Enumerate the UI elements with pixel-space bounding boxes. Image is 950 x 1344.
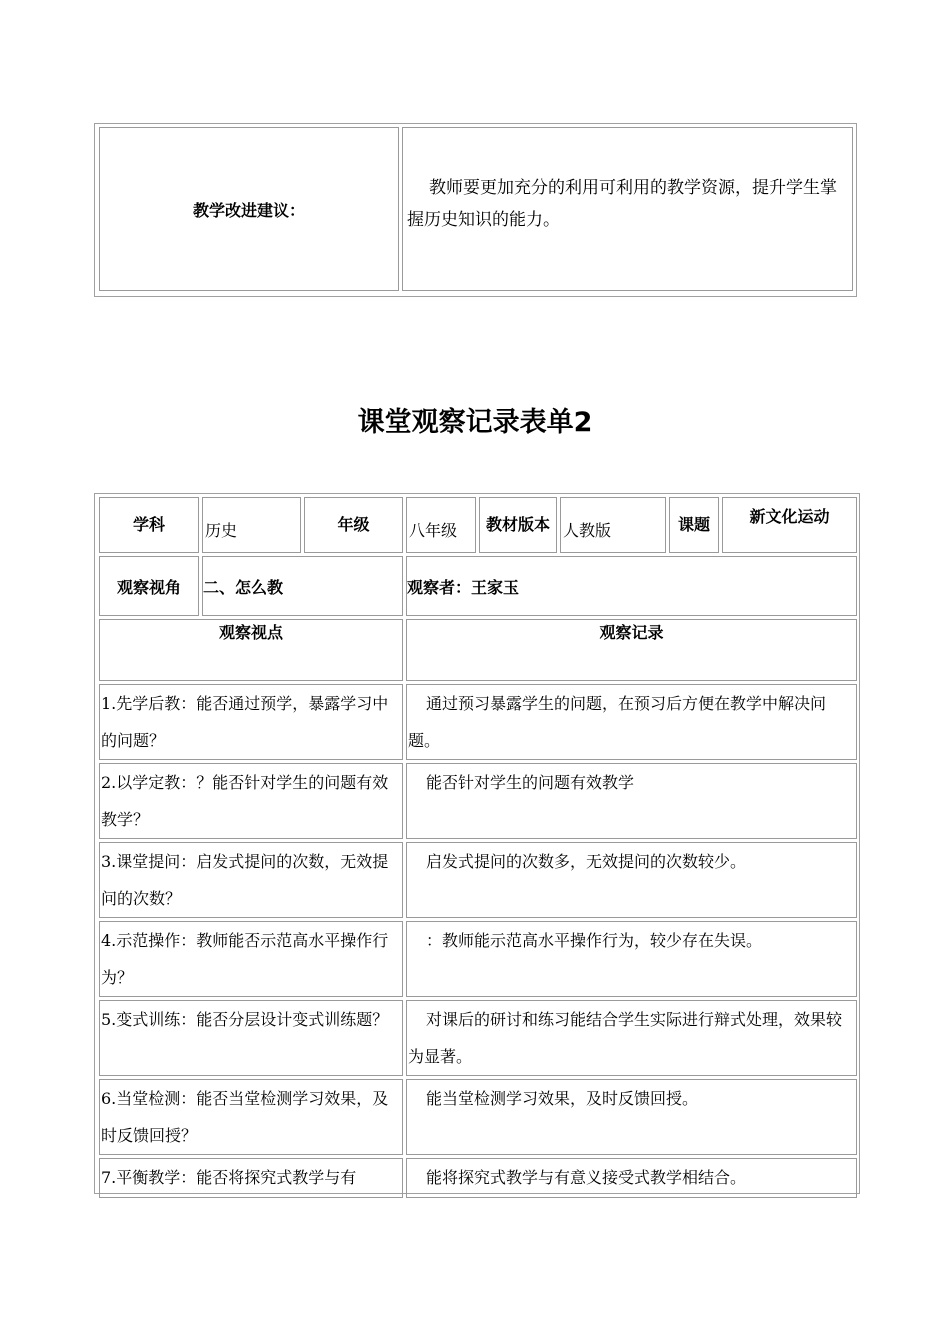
row-question: 4.示范操作：教师能否示范高水平操作行为？ [99,921,403,997]
row-question: 2.以学定教：？能否针对学生的问题有效教学？ [99,763,403,839]
row-question: 3.课堂提问：启发式提问的次数，无效提问的次数？ [99,842,403,918]
grade-value: 八年级 [406,497,476,553]
row-question: 7.平衡教学：能否将探究式教学与有 [99,1158,403,1198]
table-row [99,684,857,760]
improvement-table [96,124,856,294]
table-row [99,1079,857,1155]
row-answer: 能否针对学生的问题有效教学 [406,763,857,839]
table-row [99,921,857,997]
row-question: 1.先学后教：能否通过预学，暴露学习中的问题？ [99,684,403,760]
form-title: 课堂观察记录表单2 [357,407,593,438]
row-answer: 启发式提问的次数多，无效提问的次数较少。 [406,842,857,918]
row-answer: 对课后的研讨和练习能结合学生实际进行辩式处理，效果较为显著。 [406,1000,857,1076]
observer: 观察者：王家玉 [406,556,857,616]
row-answer: 通过预习暴露学生的问题，在预习后方便在教学中解决问题。 [406,684,857,760]
records-header: 观察记录 [406,619,857,681]
table-row [99,842,857,918]
textbook-value: 人教版 [560,497,666,553]
table-row [99,1158,857,1198]
angle-value: 二、怎么教 [202,556,403,616]
improvement-label: 教学改进建议： [99,127,399,291]
angle-label: 观察视角 [99,556,199,616]
table-row [99,763,857,839]
grade-label: 年级 [304,497,403,553]
points-header: 观察视点 [99,619,403,681]
topic-label: 课题 [669,497,719,553]
subject-value: 历史 [202,497,301,553]
improvement-text: 教师要更加充分的利用可利用的教学资源，提升学生掌握历史知识的能力。 [402,127,853,291]
row-answer: 能当堂检测学习效果，及时反馈回授。 [406,1079,857,1155]
header-row [99,497,857,553]
topic-value: 新文化运动 [722,497,857,553]
column-header-row [99,619,857,681]
subject-label: 学科 [99,497,199,553]
row-question: 5.变式训练：能否分层设计变式训练题？ [99,1000,403,1076]
table-row [99,1000,857,1076]
row-question: 6.当堂检测：能否当堂检测学习效果，及时反馈回授？ [99,1079,403,1155]
textbook-label: 教材版本 [479,497,557,553]
row-answer: ：教师能示范高水平操作行为，较少存在失误。 [406,921,857,997]
observation-table [96,494,860,1201]
view-row [99,556,857,616]
row-answer: 能将探究式教学与有意义接受式教学相结合。 [406,1158,857,1198]
